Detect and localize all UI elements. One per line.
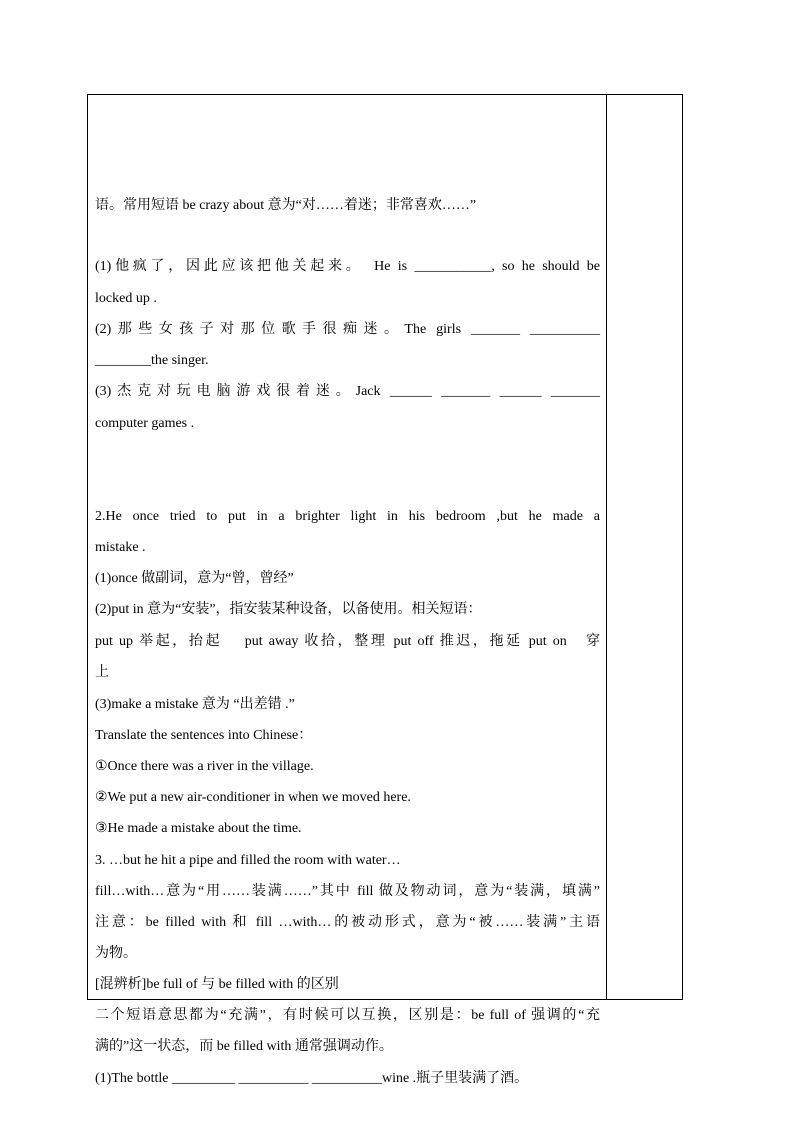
- notes-margin-cell: [607, 95, 682, 999]
- lesson-table: [87, 94, 683, 1086]
- text-line: computer games .: [95, 416, 195, 431]
- text-line: 注意：be filled with 和 fill …with…的被动形式，意为“被……装满”主语: [95, 915, 600, 930]
- text-line: (1)The bottle _________ __________ __________wine .瓶子里装满了酒。: [95, 1071, 529, 1086]
- text-line: [混辨析]be full of 与 be filled with 的区别: [95, 977, 339, 992]
- text-line: 为物。: [95, 946, 137, 961]
- text-line: (2)put in 意为“安装”，指安装某种设备，以备使用。相关短语：: [95, 602, 482, 617]
- text-line: (1)once 做副词，意为“曾，曾经”: [95, 571, 294, 586]
- notes-cell: [88, 95, 607, 1086]
- text-line: ________the singer.: [95, 353, 209, 368]
- text-line: (3)杰克对玩电脑游戏很着迷。Jack ______ _______ ______ _______: [95, 384, 600, 399]
- text-line: (1)他疯了，因此应该把他关起来。 He is ___________, so he should be: [95, 259, 600, 274]
- text-line: put up 举起，抬起 put away 收拾，整理 put off 推迟，拖延 put on 穿: [95, 634, 600, 649]
- text-line: 满的”这一状态，而 be filled with 通常强调动作。: [95, 1039, 393, 1054]
- text-line: 3. …but he hit a pipe and filled the room with water…: [95, 853, 401, 868]
- text-line: ②We put a new air-conditioner in when we moved here.: [95, 790, 411, 805]
- text-line: (2)那些女孩子对那位歌手很痴迷。The girls _______ __________: [95, 322, 600, 337]
- text-line: Translate the sentences into Chinese：: [95, 728, 313, 743]
- text-line: 上: [95, 665, 109, 680]
- text-line: ③He made a mistake about the time.: [95, 821, 302, 836]
- text-line: fill…with…意为“用……装满……”其中 fill 做及物动词，意为“装满，填满”: [95, 884, 600, 899]
- text-line: (3)make a mistake 意为 “出差错 .”: [95, 697, 295, 712]
- text-line: ①Once there was a river in the village.: [95, 759, 314, 774]
- text-line: 2.He once tried to put in a brighter light in his bedroom ,but he made a: [95, 509, 600, 524]
- text-line: 语。常用短语 be crazy about 意为“对……着迷；非常喜欢……”: [95, 198, 477, 213]
- text-line: mistake .: [95, 540, 146, 555]
- text-line: locked up .: [95, 291, 157, 306]
- text-line: 二个短语意思都为“充满”，有时候可以互换，区别是：be full of 强调的“充: [95, 1008, 600, 1023]
